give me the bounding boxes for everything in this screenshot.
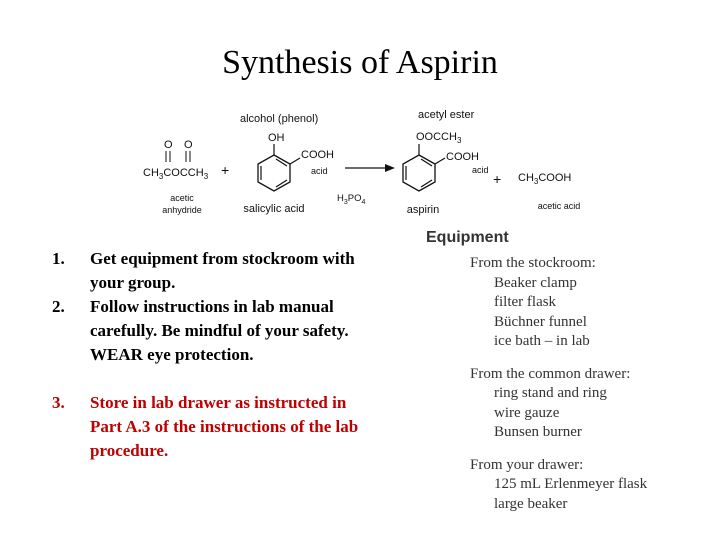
group-header: From the common drawer: [470, 365, 631, 382]
equipment-heading: Equipment [426, 229, 509, 246]
anhydride-name-1: acetic [170, 193, 194, 203]
list-item: filter flask [494, 294, 557, 310]
step-number: 2. [52, 297, 65, 316]
acid-label-2: acid [472, 165, 489, 175]
equipment-group-common-drawer [470, 365, 706, 443]
list-item: Beaker clamp [494, 274, 577, 291]
acetic-anhydride [143, 139, 209, 215]
list-item: ice bath – in lab [494, 333, 590, 349]
acetic-acid-formula: $CH_3COOH$ [518, 172, 572, 186]
cooh-group-2: COOH [446, 151, 479, 163]
anhydride-formula: $CH_3COCCH_3$ [143, 167, 209, 181]
list-item: 125 mL Erlenmeyer flask [494, 476, 648, 492]
list-item: ring stand and ring [494, 385, 607, 401]
aspirin-name: aspirin [406, 204, 440, 216]
cooh-group-1: COOH [301, 149, 334, 161]
plus-sign-2: + [493, 171, 502, 187]
list-item: wire gauze [494, 404, 560, 421]
step-3 [52, 391, 382, 463]
salicylic-acid [240, 113, 334, 215]
step-text: Get equipment from stockroom with your group. [90, 249, 355, 292]
oh-group: OH [268, 132, 285, 144]
list-item: large beaker [494, 495, 568, 512]
step-1 [52, 247, 382, 295]
acetic-acid-name: acetic acid [537, 201, 581, 211]
group-header: From your drawer: [470, 456, 584, 473]
slide-title: Synthesis of Aspirin [222, 44, 498, 81]
anhydride-name-2: anhydride [162, 205, 202, 215]
plus-sign-1: + [221, 162, 230, 178]
reaction-arrow [345, 164, 395, 172]
equipment-group-your-drawer [470, 456, 706, 515]
catalyst-label: $H_3PO_4$ [337, 193, 366, 206]
group-header: From the stockroom: [470, 255, 596, 271]
list-item: Büchner funnel [494, 313, 587, 330]
salicylic-acid-name: salicylic acid [243, 203, 305, 215]
ester-label: acetyl ester [418, 109, 475, 121]
aspirin [403, 109, 489, 216]
step-text: Follow instructions in lab manual carefully. Be mindful of your safety. WEAR eye protection. [90, 297, 349, 364]
step-number: 3. [52, 393, 65, 412]
ester-group: $OOCCH_3$ [416, 131, 462, 145]
carbonyl-o-1: O [164, 139, 173, 151]
equipment-group-stockroom [470, 254, 706, 352]
phenol-label: alcohol (phenol) [240, 113, 319, 125]
list-item: Bunsen burner [494, 424, 582, 440]
step-2 [52, 295, 382, 367]
reaction-scheme [130, 100, 610, 225]
equipment-panel [426, 229, 706, 514]
step-number: 1. [52, 249, 65, 268]
procedure-steps [52, 247, 382, 463]
step-text: Store in lab drawer as instructed in Part A.3 of the instructions of the lab procedure. [90, 393, 359, 460]
acetic-acid [518, 172, 580, 211]
carbonyl-o-2: O [184, 139, 193, 151]
acid-label-1: acid [311, 166, 328, 176]
